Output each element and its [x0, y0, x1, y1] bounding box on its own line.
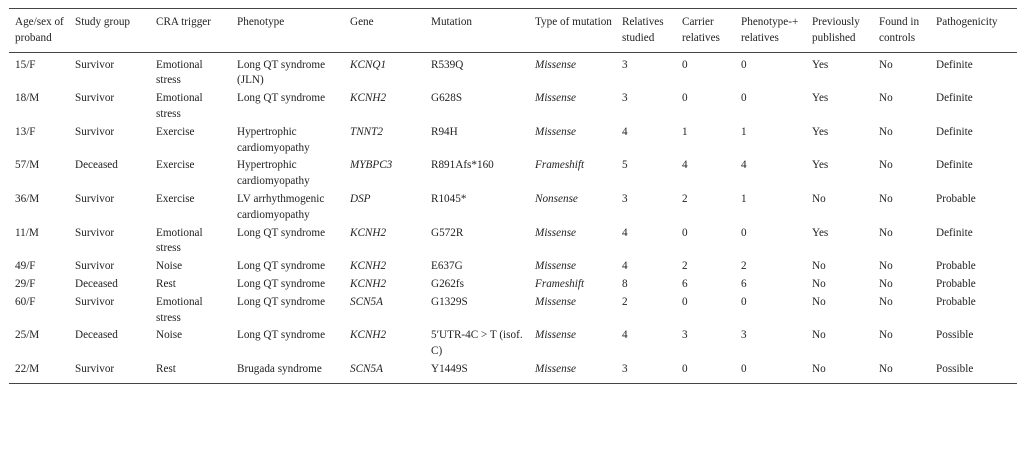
cell-age-sex: 18/M — [15, 92, 40, 105]
column-header-age-sex: Age/sex of proband — [15, 16, 64, 44]
cell-mutation: R891Afs*160 — [431, 159, 494, 172]
genetic-findings-table-container — [9, 8, 1017, 384]
cell-phenotype-positive-relatives: 0 — [741, 295, 747, 308]
cell-carrier-relatives: 0 — [682, 92, 688, 105]
cell-pathogenicity: Probable — [936, 295, 976, 308]
cell-phenotype-positive-relatives: 0 — [741, 58, 747, 71]
cell-previously-published: No — [812, 362, 826, 375]
cell-study-group: Survivor — [75, 362, 115, 375]
cell-mutation: 5′UTR-4C > T (isof. C) — [431, 329, 523, 358]
cell-previously-published: Yes — [812, 226, 829, 239]
cell-gene: KCNH2 — [350, 92, 387, 105]
cell-phenotype-positive-relatives: 0 — [741, 226, 747, 239]
cell-phenotype: Long QT syndrome — [237, 226, 326, 239]
table-row — [9, 190, 1017, 224]
cell-found-in-controls: No — [879, 226, 893, 239]
cell-study-group: Deceased — [75, 277, 118, 290]
cell-mutation: R539Q — [431, 58, 464, 71]
cell-age-sex: 60/F — [15, 295, 36, 308]
cell-pathogenicity: Probable — [936, 260, 976, 273]
cell-previously-published: Yes — [812, 125, 829, 138]
cell-phenotype: LV arrhythmogenic cardiomyopathy — [237, 192, 325, 221]
cell-pathogenicity: Definite — [936, 226, 973, 239]
table-body — [9, 52, 1017, 383]
cell-previously-published: No — [812, 277, 826, 290]
column-header-type-of-mutation: Type of mutation — [535, 16, 612, 28]
cell-pathogenicity: Definite — [936, 92, 973, 105]
cell-study-group: Survivor — [75, 192, 115, 205]
cell-phenotype-positive-relatives: 4 — [741, 159, 747, 172]
cell-phenotype-positive-relatives: 6 — [741, 277, 747, 290]
cell-age-sex: 36/M — [15, 192, 40, 205]
cell-age-sex: 11/M — [15, 226, 39, 239]
cell-cra-trigger: Noise — [156, 260, 183, 273]
cell-carrier-relatives: 4 — [682, 159, 688, 172]
cell-type-of-mutation: Missense — [535, 362, 577, 375]
cell-type-of-mutation: Frameshift — [535, 277, 585, 290]
cell-cra-trigger: Exercise — [156, 159, 195, 172]
column-header-study-group: Study group — [75, 16, 131, 28]
cell-pathogenicity: Definite — [936, 159, 973, 172]
cell-carrier-relatives: 0 — [682, 226, 688, 239]
table-row — [9, 156, 1017, 190]
cell-gene: KCNH2 — [350, 277, 387, 290]
cell-phenotype: Long QT syndrome — [237, 92, 326, 105]
cell-phenotype-positive-relatives: 1 — [741, 125, 747, 138]
table-row — [9, 89, 1017, 123]
cell-gene: KCNH2 — [350, 260, 387, 273]
cell-mutation: R94H — [431, 125, 458, 138]
cell-relatives-studied: 4 — [622, 260, 628, 273]
cell-gene: TNNT2 — [350, 125, 383, 138]
cell-phenotype-positive-relatives: 0 — [741, 362, 747, 375]
cell-cra-trigger: Noise — [156, 329, 183, 342]
cell-relatives-studied: 8 — [622, 277, 628, 290]
cell-phenotype: Hypertrophic cardiomyopathy — [237, 125, 310, 154]
cell-carrier-relatives: 0 — [682, 58, 688, 71]
table-row — [9, 257, 1017, 275]
cell-gene: SCN5A — [350, 295, 383, 308]
cell-phenotype-positive-relatives: 2 — [741, 260, 747, 273]
cell-carrier-relatives: 0 — [682, 295, 688, 308]
cell-relatives-studied: 3 — [622, 92, 628, 105]
cell-mutation: Y1449S — [431, 362, 468, 375]
cell-mutation: G1329S — [431, 295, 468, 308]
cell-found-in-controls: No — [879, 125, 893, 138]
cell-phenotype-positive-relatives: 3 — [741, 329, 747, 342]
table-row — [9, 275, 1017, 293]
cell-type-of-mutation: Missense — [535, 329, 577, 342]
cell-relatives-studied: 4 — [622, 226, 628, 239]
cell-gene: DSP — [350, 192, 371, 205]
cell-type-of-mutation: Missense — [535, 295, 577, 308]
table-row — [9, 360, 1017, 383]
cell-cra-trigger: Emotional stress — [156, 295, 203, 324]
cell-cra-trigger: Emotional stress — [156, 92, 203, 120]
cell-study-group: Survivor — [75, 58, 115, 71]
cell-gene: KCNH2 — [350, 226, 387, 239]
cell-gene: SCN5A — [350, 362, 383, 375]
cell-relatives-studied: 2 — [622, 295, 628, 308]
cell-relatives-studied: 5 — [622, 159, 628, 172]
cell-carrier-relatives: 1 — [682, 125, 688, 138]
cell-relatives-studied: 3 — [622, 362, 628, 375]
column-header-relatives-studied: Relatives studied — [622, 16, 664, 44]
cell-carrier-relatives: 0 — [682, 362, 688, 375]
cell-previously-published: No — [812, 295, 826, 308]
cell-phenotype: Long QT syndrome — [237, 277, 326, 290]
cell-phenotype-positive-relatives: 1 — [741, 192, 747, 205]
cell-study-group: Survivor — [75, 260, 115, 273]
cell-cra-trigger: Exercise — [156, 192, 195, 205]
table-row — [9, 52, 1017, 89]
table-row — [9, 293, 1017, 327]
column-header-mutation: Mutation — [431, 16, 473, 28]
cell-age-sex: 49/F — [15, 260, 36, 273]
cell-cra-trigger: Emotional stress — [156, 226, 203, 255]
cell-study-group: Survivor — [75, 125, 115, 138]
cell-study-group: Survivor — [75, 92, 115, 105]
cell-carrier-relatives: 2 — [682, 192, 688, 205]
cell-phenotype: Hypertrophic cardiomyopathy — [237, 159, 310, 188]
cell-previously-published: Yes — [812, 159, 829, 172]
cell-pathogenicity: Probable — [936, 192, 976, 205]
cell-age-sex: 15/F — [15, 58, 36, 71]
cell-found-in-controls: No — [879, 295, 893, 308]
cell-mutation: G262fs — [431, 277, 464, 290]
cell-phenotype: Long QT syndrome (JLN) — [237, 58, 326, 87]
cell-previously-published: No — [812, 260, 826, 273]
column-header-phenotype: Phenotype — [237, 16, 285, 28]
cell-age-sex: 13/F — [15, 125, 36, 138]
cell-mutation: G572R — [431, 226, 464, 239]
cell-previously-published: Yes — [812, 92, 829, 105]
cell-relatives-studied: 4 — [622, 329, 628, 342]
cell-gene: MYBPC3 — [350, 159, 393, 172]
cell-age-sex: 25/M — [15, 329, 40, 342]
cell-phenotype: Long QT syndrome — [237, 295, 326, 308]
cell-carrier-relatives: 2 — [682, 260, 688, 273]
cell-type-of-mutation: Missense — [535, 125, 577, 138]
cell-previously-published: No — [812, 329, 826, 342]
cell-type-of-mutation: Frameshift — [535, 159, 585, 172]
cell-found-in-controls: No — [879, 58, 893, 71]
cell-phenotype-positive-relatives: 0 — [741, 92, 747, 105]
cell-pathogenicity: Possible — [936, 329, 974, 342]
cell-mutation: G628S — [431, 92, 463, 105]
cell-phenotype: Brugada syndrome — [237, 362, 322, 375]
cell-type-of-mutation: Nonsense — [535, 192, 578, 205]
cell-cra-trigger: Exercise — [156, 125, 195, 138]
cell-relatives-studied: 3 — [622, 58, 628, 71]
cell-type-of-mutation: Missense — [535, 260, 577, 273]
table-row — [9, 326, 1017, 360]
header-row — [9, 9, 1017, 53]
cell-relatives-studied: 3 — [622, 192, 628, 205]
column-header-gene: Gene — [350, 16, 374, 28]
cell-age-sex: 22/M — [15, 362, 40, 375]
cell-relatives-studied: 4 — [622, 125, 628, 138]
table-row — [9, 224, 1017, 258]
genetic-findings-table — [9, 8, 1017, 384]
cell-cra-trigger: Rest — [156, 362, 176, 375]
cell-study-group: Survivor — [75, 295, 115, 308]
cell-gene: KCNH2 — [350, 329, 387, 342]
cell-pathogenicity: Definite — [936, 58, 973, 71]
cell-previously-published: Yes — [812, 58, 829, 71]
cell-cra-trigger: Rest — [156, 277, 176, 290]
cell-type-of-mutation: Missense — [535, 92, 577, 105]
column-header-cra-trigger: CRA trigger — [156, 16, 212, 28]
table-header — [9, 9, 1017, 53]
cell-study-group: Survivor — [75, 226, 115, 239]
cell-type-of-mutation: Missense — [535, 226, 577, 239]
cell-study-group: Deceased — [75, 159, 118, 172]
cell-cra-trigger: Emotional stress — [156, 58, 203, 87]
cell-phenotype: Long QT syndrome — [237, 260, 326, 273]
cell-found-in-controls: No — [879, 159, 893, 172]
cell-mutation: R1045* — [431, 192, 467, 205]
column-header-phenotype-positive-relatives: Phenotype-+ relatives — [741, 16, 799, 44]
cell-type-of-mutation: Missense — [535, 58, 577, 71]
column-header-carrier-relatives: Carrier relatives — [682, 16, 720, 44]
cell-pathogenicity: Definite — [936, 125, 973, 138]
column-header-found-in-controls: Found in controls — [879, 16, 920, 44]
cell-previously-published: No — [812, 192, 826, 205]
cell-found-in-controls: No — [879, 329, 893, 342]
cell-age-sex: 57/M — [15, 159, 40, 172]
table-row — [9, 123, 1017, 157]
cell-found-in-controls: No — [879, 362, 893, 375]
cell-phenotype: Long QT syndrome — [237, 329, 326, 342]
cell-gene: KCNQ1 — [350, 58, 387, 71]
cell-mutation: E637G — [431, 260, 463, 273]
cell-age-sex: 29/F — [15, 277, 36, 290]
column-header-previously-published: Previously published — [812, 16, 860, 44]
cell-carrier-relatives: 6 — [682, 277, 688, 290]
cell-pathogenicity: Probable — [936, 277, 976, 290]
cell-carrier-relatives: 3 — [682, 329, 688, 342]
cell-found-in-controls: No — [879, 92, 893, 105]
cell-found-in-controls: No — [879, 192, 893, 205]
cell-found-in-controls: No — [879, 277, 893, 290]
column-header-pathogenicity: Pathogenicity — [936, 16, 998, 28]
cell-pathogenicity: Possible — [936, 362, 974, 375]
cell-study-group: Deceased — [75, 329, 118, 342]
cell-found-in-controls: No — [879, 260, 893, 273]
